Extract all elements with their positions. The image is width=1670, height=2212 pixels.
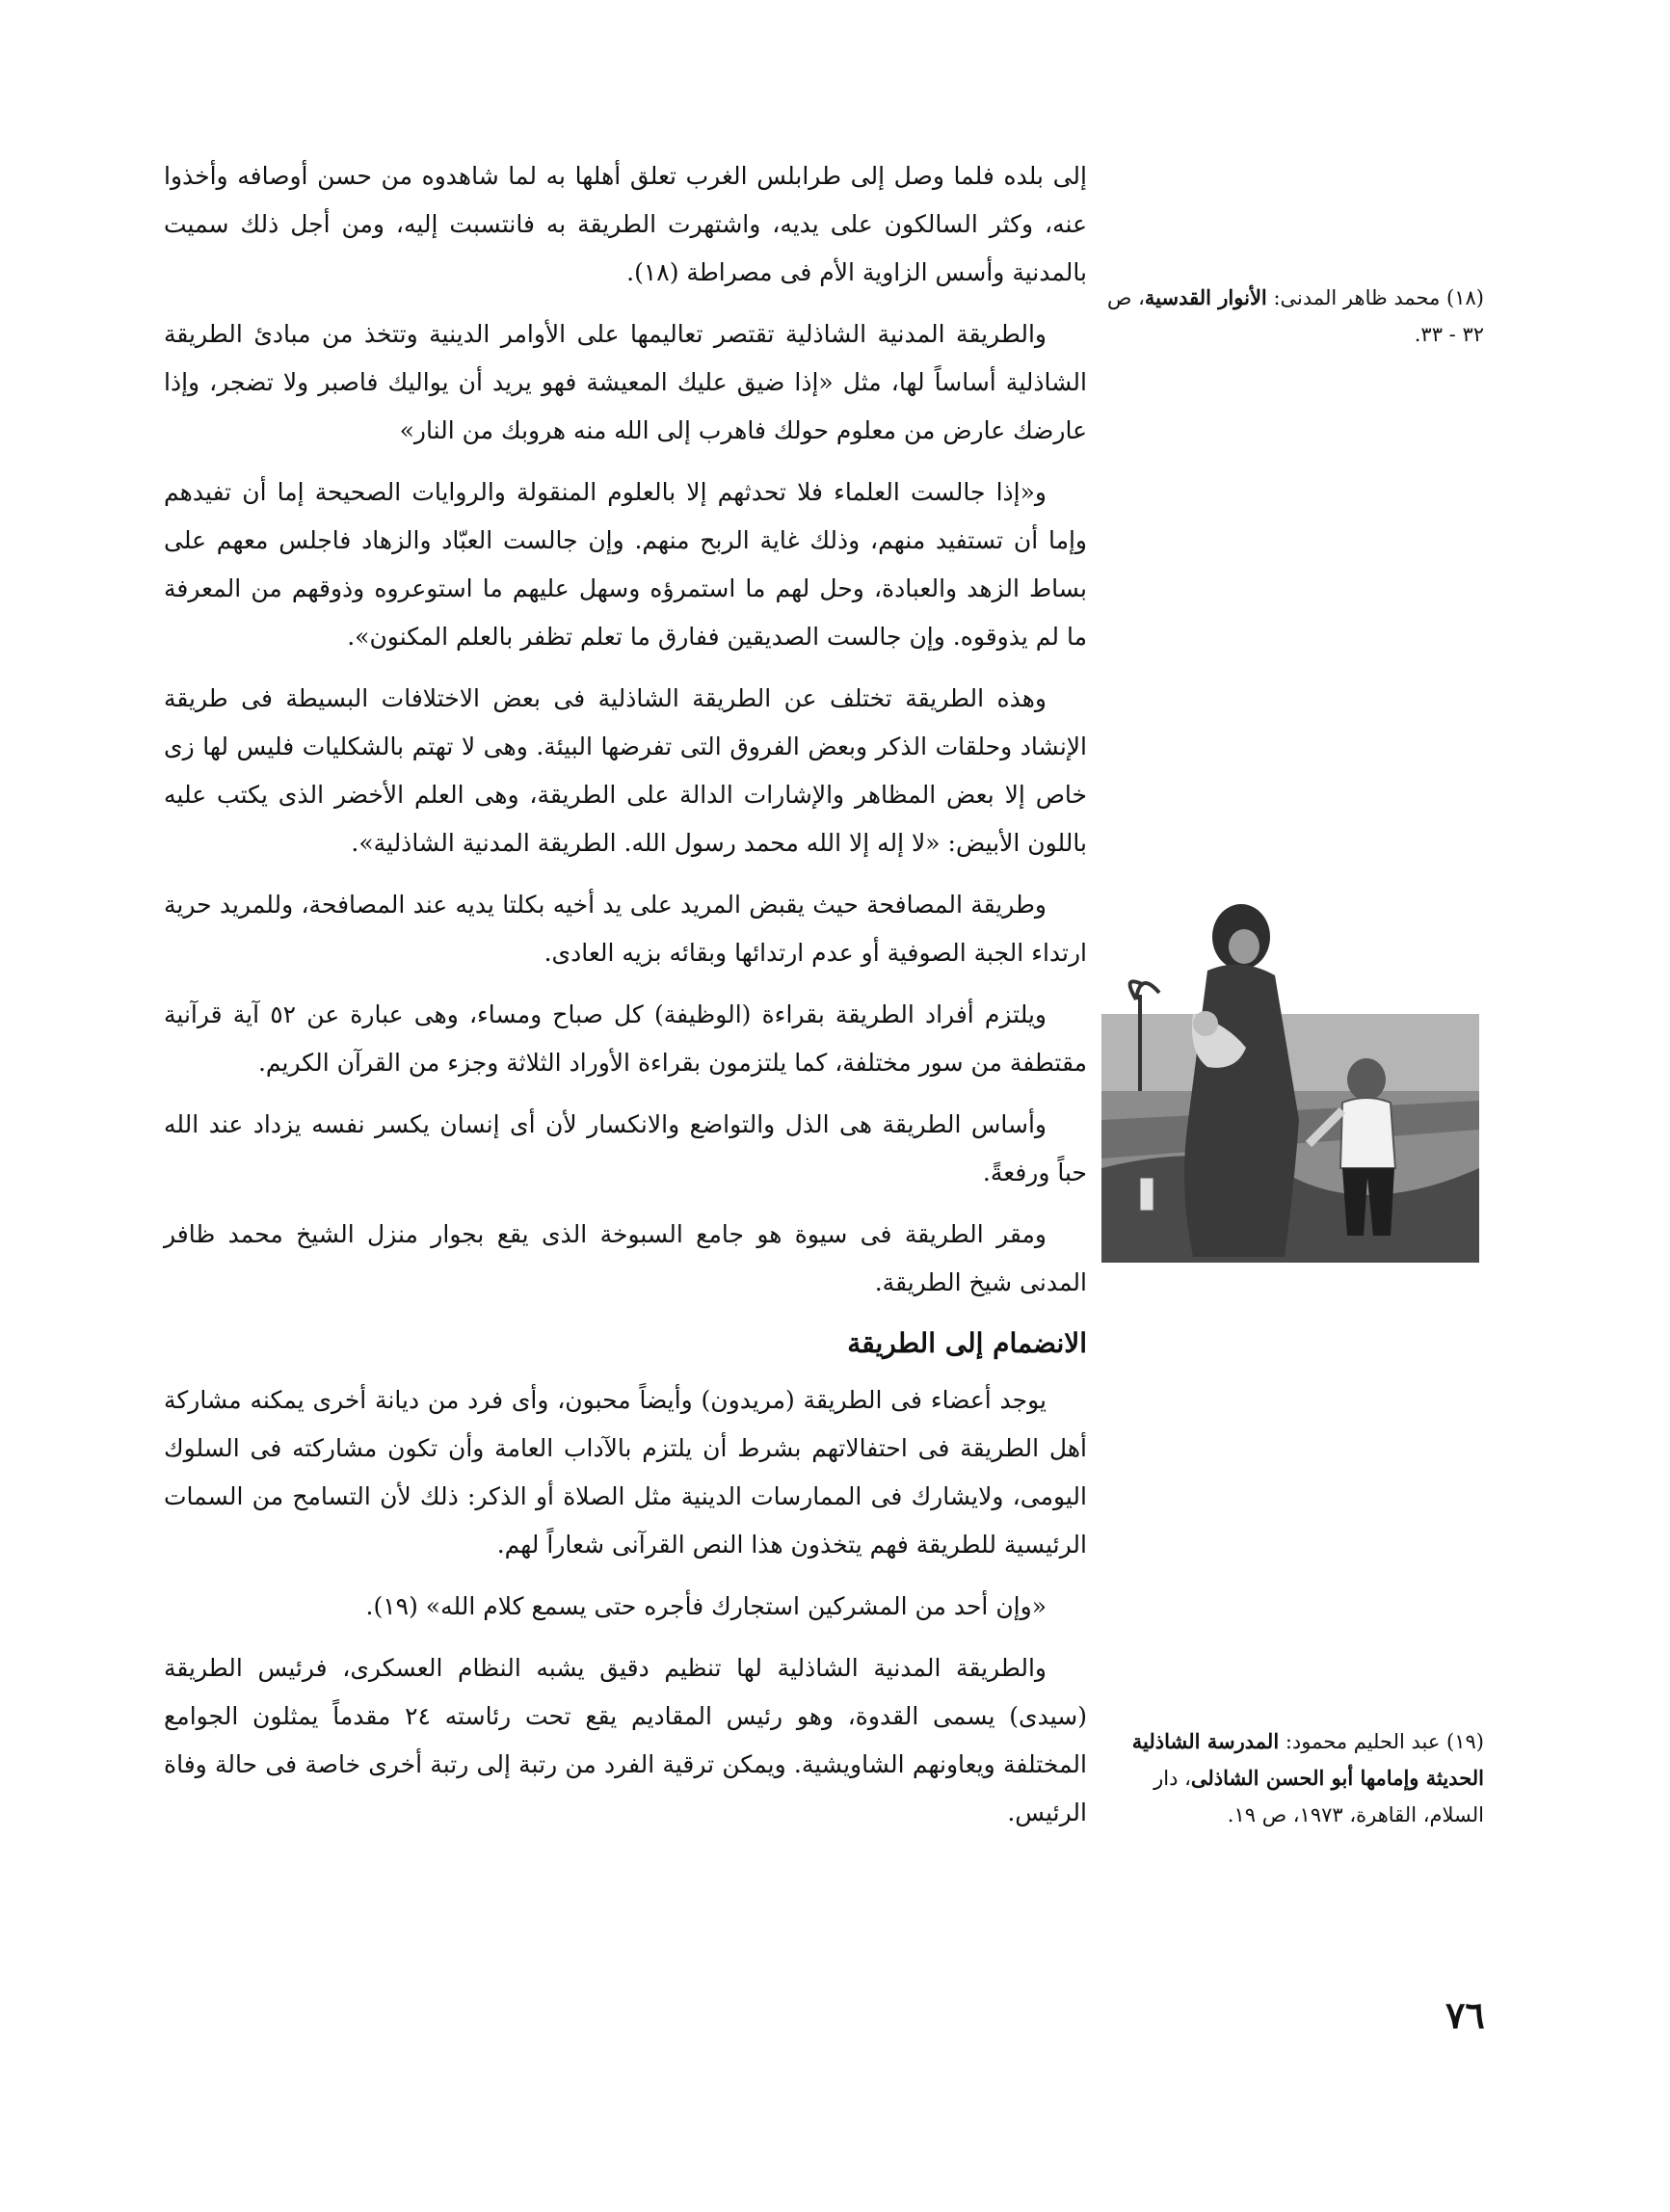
illustration-woman-and-boy — [1101, 879, 1479, 1263]
footnote-18-author: (١٨) محمد ظاهر المدنى: — [1266, 286, 1484, 309]
footnote-18-pages: ، ص ٣٢ - ٣٣. — [1107, 286, 1484, 346]
footnote-19 — [1099, 1723, 1484, 1833]
paragraph-9: يوجد أعضاء فى الطريقة (مريدون) وأيضاً محبون، وأى فرد من ديانة أخرى يمكنه مشاركة أهل الطريقة فى احتفالاتهم بشرط أن يلتزم بالآداب العامة وأن تكون مشاركته فى السلوك اليومى، ولايشارك فى الممارسات الدينية مثل الصلاة أو الذكر: ذلك لأن التسامح من السمات الرئيسية للطريقة فهم يتخذون هذا النص القرآنى شعاراً لهم. — [164, 1386, 1087, 1559]
footnote-18-title: الأنوار القدسية — [1144, 285, 1267, 309]
footnote-19-author: (١٩) عبد الحليم محمود: — [1279, 1730, 1484, 1753]
footnote-19-title: المدرسة الشاذلية الحديثة وإمامها أبو الحسن الشاذلى — [1131, 1729, 1484, 1790]
paragraph-8: ومقر الطريقة فى سيوة هو جامع السبوخة الذى يقع بجوار منزل الشيخ محمد ظافر المدنى شيخ الطريقة. — [164, 1220, 1087, 1296]
section-heading: الانضمام إلى الطريقة — [847, 1327, 1087, 1359]
illustration-drawing — [1101, 879, 1479, 1263]
paragraph-4: وهذه الطريقة تختلف عن الطريقة الشاذلية فى بعض الاختلافات البسيطة فى طريقة الإنشاد وحلقات الذكر وبعض الفروق التى تفرضها البيئة. وهى لا تهتم بالشكليات فليس لها زى خاص إلا بعض المظاهر والإشارات الدالة على الطريقة، وهى العلم الأخضر الذى يكتب عليه باللون الأبيض: «لا إله إلا الله محمد رسول الله. الطريقة المدنية الشاذلية». — [164, 684, 1087, 857]
quran-quote: «وإن أحد من المشركين استجارك فأجره حتى يسمع كلام الله» (١٩). — [365, 1592, 1047, 1620]
paragraph-7: وأساس الطريقة هى الذل والتواضع والانكسار لأن أى إنسان يكسر نفسه يزداد عند الله حباً ورفعةً. — [164, 1110, 1087, 1186]
footnote-19-publication: ، دار السلام، القاهرة، ١٩٧٣، ص ١٩. — [1153, 1767, 1484, 1826]
paragraph-2: والطريقة المدنية الشاذلية تقتصر تعاليمها على الأوامر الدينية وتتخذ من مبادئ الطريقة الشاذلية أساساً لها، مثل «إذا ضيق عليك المعيشة فهو يريد أن يواليك فاصبر ولا تضجر، وإذا عارضك عارض من معلوم حولك فاهرب إلى الله منه هروبك من النار» — [164, 320, 1087, 444]
paragraph-1: إلى بلده فلما وصل إلى طرابلس الغرب تعلق أهلها به لما شاهدوه من حسن أوصافه وأخذوا عنه، وكثر السالكون على يديه، واشتهرت الطريقة به فانتسبت إليه، ومن أجل ذلك سميت بالمدنية وأسس الزاوية الأم فى مصراطة (١٨). — [164, 162, 1087, 286]
main-text-column — [164, 152, 1087, 1851]
page-number: ٧٦ — [1445, 1993, 1485, 2037]
footnote-18 — [1099, 280, 1484, 353]
paragraph-6: ويلتزم أفراد الطريقة بقراءة (الوظيفة) كل صباح ومساء، وهى عبارة عن ٥٢ آية قرآنية مقتطفة من سور مختلفة، كما يلتزمون بقراءة الأوراد الثلاثة وجزء من القرآن الكريم. — [164, 1000, 1087, 1077]
paragraph-10: والطريقة المدنية الشاذلية لها تنظيم دقيق يشبه النظام العسكرى، فرئيس الطريقة (سيدى) يسمى القدوة، وهو رئيس المقاديم يقع تحت رئاسته ٢٤ مقدماً يمثلون الجوامع المختلفة ويعاونهم الشاويشية. ويمكن ترقية الفرد من رتبة إلى رتبة أخرى خاصة فى حالة وفاة الرئيس. — [164, 1654, 1087, 1826]
paragraph-5: وطريقة المصافحة حيث يقبض المريد على يد أخيه بكلتا يديه عند المصافحة، وللمريد حرية ارتداء الجبة الصوفية أو عدم ارتدائها وبقائه بزيه العادى. — [164, 891, 1087, 967]
paragraph-3: و«إذا جالست العلماء فلا تحدثهم إلا بالعلوم المنقولة والروايات الصحيحة إما أن تفيدهم وإما أن تستفيد منهم، وذلك غاية الربح منهم. وإن جالست العبّاد والزهاد فاجلس معهم على بساط الزهد والعبادة، وحل لهم ما استمرؤه وسهل عليهم ما استوعروه وذوقهم من المعرفة ما لم يذوقوه. وإن جالست الصديقين ففارق ما تعلم تظفر بالعلم المكنون». — [164, 478, 1087, 651]
